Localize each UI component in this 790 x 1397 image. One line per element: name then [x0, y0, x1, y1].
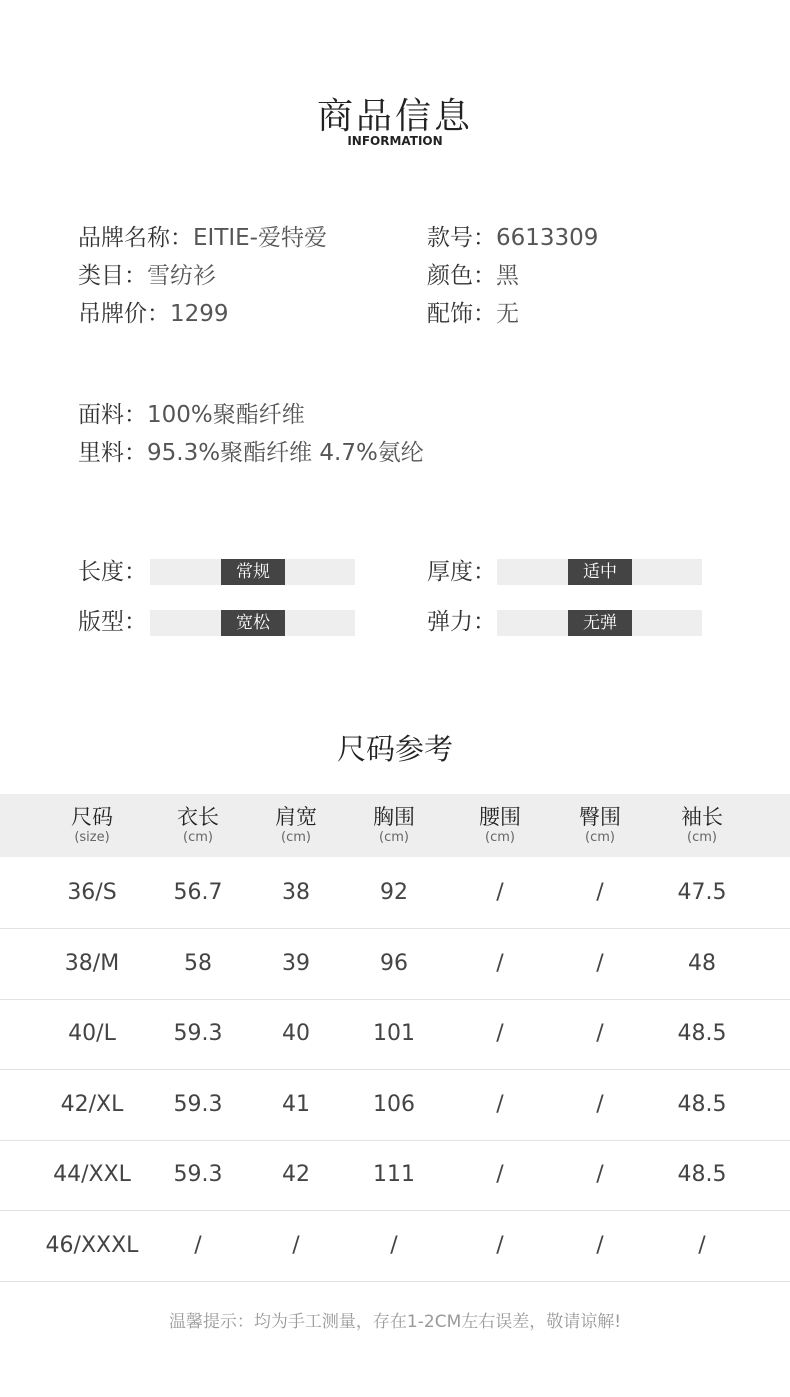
- cell-hip: /: [596, 1233, 604, 1258]
- header-size-unit: (size): [74, 830, 110, 845]
- fit-label: 版型：: [78, 609, 147, 635]
- lining-label: 里料：: [78, 440, 147, 466]
- header-length-unit: (cm): [183, 830, 213, 845]
- table-row: [0, 1140, 790, 1211]
- header-size-name: 尺码: [71, 805, 113, 829]
- cell-waist: /: [496, 1162, 504, 1187]
- table-row: [0, 929, 790, 1000]
- cell-size: 46/XXXL: [45, 1233, 139, 1258]
- lining-value: 95.3%聚酯纤维 4.7%氨纶: [147, 440, 424, 466]
- cell-shoulder: 42: [282, 1162, 310, 1187]
- cell-size: 44/XXL: [53, 1162, 131, 1187]
- header-length: [177, 794, 219, 857]
- cell-waist: /: [496, 951, 504, 976]
- cell-shoulder: 40: [282, 1021, 310, 1046]
- header-hip-unit: (cm): [585, 830, 615, 845]
- cell-size: 40/L: [68, 1021, 116, 1046]
- cell-length: 59.3: [173, 1021, 223, 1046]
- color-value: 黑: [496, 263, 519, 289]
- style-no-info: [427, 222, 598, 254]
- tag-price-label: 吊牌价：: [78, 301, 170, 327]
- cell-waist: /: [496, 880, 504, 905]
- elasticity-value: 无弹: [568, 610, 632, 636]
- table-row: [0, 1070, 790, 1141]
- length-label: 长度：: [78, 559, 147, 585]
- cell-length: 59.3: [173, 1092, 223, 1117]
- header-bust-name: 胸围: [373, 805, 415, 829]
- thickness-value: 适中: [568, 559, 632, 585]
- accessory-label: 配饰：: [427, 301, 496, 327]
- header-shoulder-name: 肩宽: [275, 805, 317, 829]
- style-no-value: 6613309: [496, 225, 599, 251]
- cell-size: 38/M: [64, 951, 120, 976]
- header-sleeve-name: 袖长: [681, 805, 723, 829]
- cell-bust: 101: [373, 1021, 415, 1046]
- cell-hip: /: [596, 951, 604, 976]
- cell-bust: 106: [373, 1092, 415, 1117]
- header-hip-name: 臀围: [579, 805, 621, 829]
- header-size: [71, 794, 113, 857]
- header-shoulder-unit: (cm): [281, 830, 311, 845]
- cell-size: 36/S: [67, 880, 117, 905]
- page-subtitle: INFORMATION: [347, 134, 443, 148]
- table-row: [0, 1211, 790, 1282]
- measurement-note: 温馨提示：均为手工测量，存在1-2CM左右误差，敬请谅解!: [168, 1312, 622, 1332]
- cell-size: 42/XL: [60, 1092, 124, 1117]
- size-chart-title: 尺码参考: [336, 732, 453, 766]
- cell-waist: /: [496, 1021, 504, 1046]
- length-value: 常规: [221, 559, 285, 585]
- header-sleeve: [681, 794, 723, 857]
- category-label: 类目：: [78, 263, 147, 289]
- header-bust-unit: (cm): [379, 830, 409, 845]
- table-row: [0, 858, 790, 929]
- header-shoulder: [275, 794, 317, 857]
- brand-value: EITIE-爱特爱: [193, 225, 327, 251]
- category-value: 雪纺衫: [147, 263, 216, 289]
- size-table-header: [0, 794, 790, 857]
- cell-sleeve: 48.5: [677, 1162, 727, 1187]
- cell-hip: /: [596, 1092, 604, 1117]
- brand-label: 品牌名称：: [78, 225, 193, 251]
- cell-bust: 111: [373, 1162, 415, 1187]
- cell-hip: /: [596, 1162, 604, 1187]
- cell-waist: /: [496, 1092, 504, 1117]
- header-waist: [479, 794, 521, 857]
- accessory-value: 无: [496, 301, 519, 327]
- lining-info: [78, 437, 424, 469]
- cell-length: /: [194, 1233, 202, 1258]
- cell-sleeve: 48.5: [677, 1092, 727, 1117]
- category-info: [78, 260, 216, 292]
- cell-length: 56.7: [173, 880, 223, 905]
- tag-price-info: [78, 298, 229, 330]
- accessory-info: [427, 298, 519, 330]
- table-row: [0, 999, 790, 1070]
- cell-hip: /: [596, 880, 604, 905]
- cell-bust: /: [390, 1233, 398, 1258]
- color-label: 颜色：: [427, 263, 496, 289]
- tag-price-value: 1299: [170, 301, 229, 327]
- cell-length: 58: [184, 951, 212, 976]
- cell-sleeve: 48.5: [677, 1021, 727, 1046]
- cell-sleeve: /: [698, 1233, 706, 1258]
- cell-shoulder: 39: [282, 951, 310, 976]
- header-sleeve-unit: (cm): [687, 830, 717, 845]
- fabric-info: [78, 399, 305, 431]
- cell-sleeve: 48: [688, 951, 716, 976]
- header-length-name: 衣长: [177, 805, 219, 829]
- thickness-label: 厚度：: [427, 559, 496, 585]
- header-waist-name: 腰围: [479, 805, 521, 829]
- page-title: 商品信息: [316, 96, 473, 137]
- cell-length: 59.3: [173, 1162, 223, 1187]
- cell-bust: 96: [380, 951, 408, 976]
- fit-value: 宽松: [221, 610, 285, 636]
- fabric-label: 面料：: [78, 402, 147, 428]
- cell-shoulder: 38: [282, 880, 310, 905]
- brand-info: [78, 222, 327, 254]
- header-waist-unit: (cm): [485, 830, 515, 845]
- header-bust: [373, 794, 415, 857]
- cell-shoulder: 41: [282, 1092, 310, 1117]
- color-info: [427, 260, 519, 292]
- cell-shoulder: /: [292, 1233, 300, 1258]
- cell-hip: /: [596, 1021, 604, 1046]
- elasticity-label: 弹力：: [427, 609, 496, 635]
- header-hip: [579, 794, 621, 857]
- cell-bust: 92: [380, 880, 408, 905]
- cell-sleeve: 47.5: [677, 880, 727, 905]
- cell-waist: /: [496, 1233, 504, 1258]
- style-no-label: 款号：: [427, 225, 496, 251]
- fabric-value: 100%聚酯纤维: [147, 402, 305, 428]
